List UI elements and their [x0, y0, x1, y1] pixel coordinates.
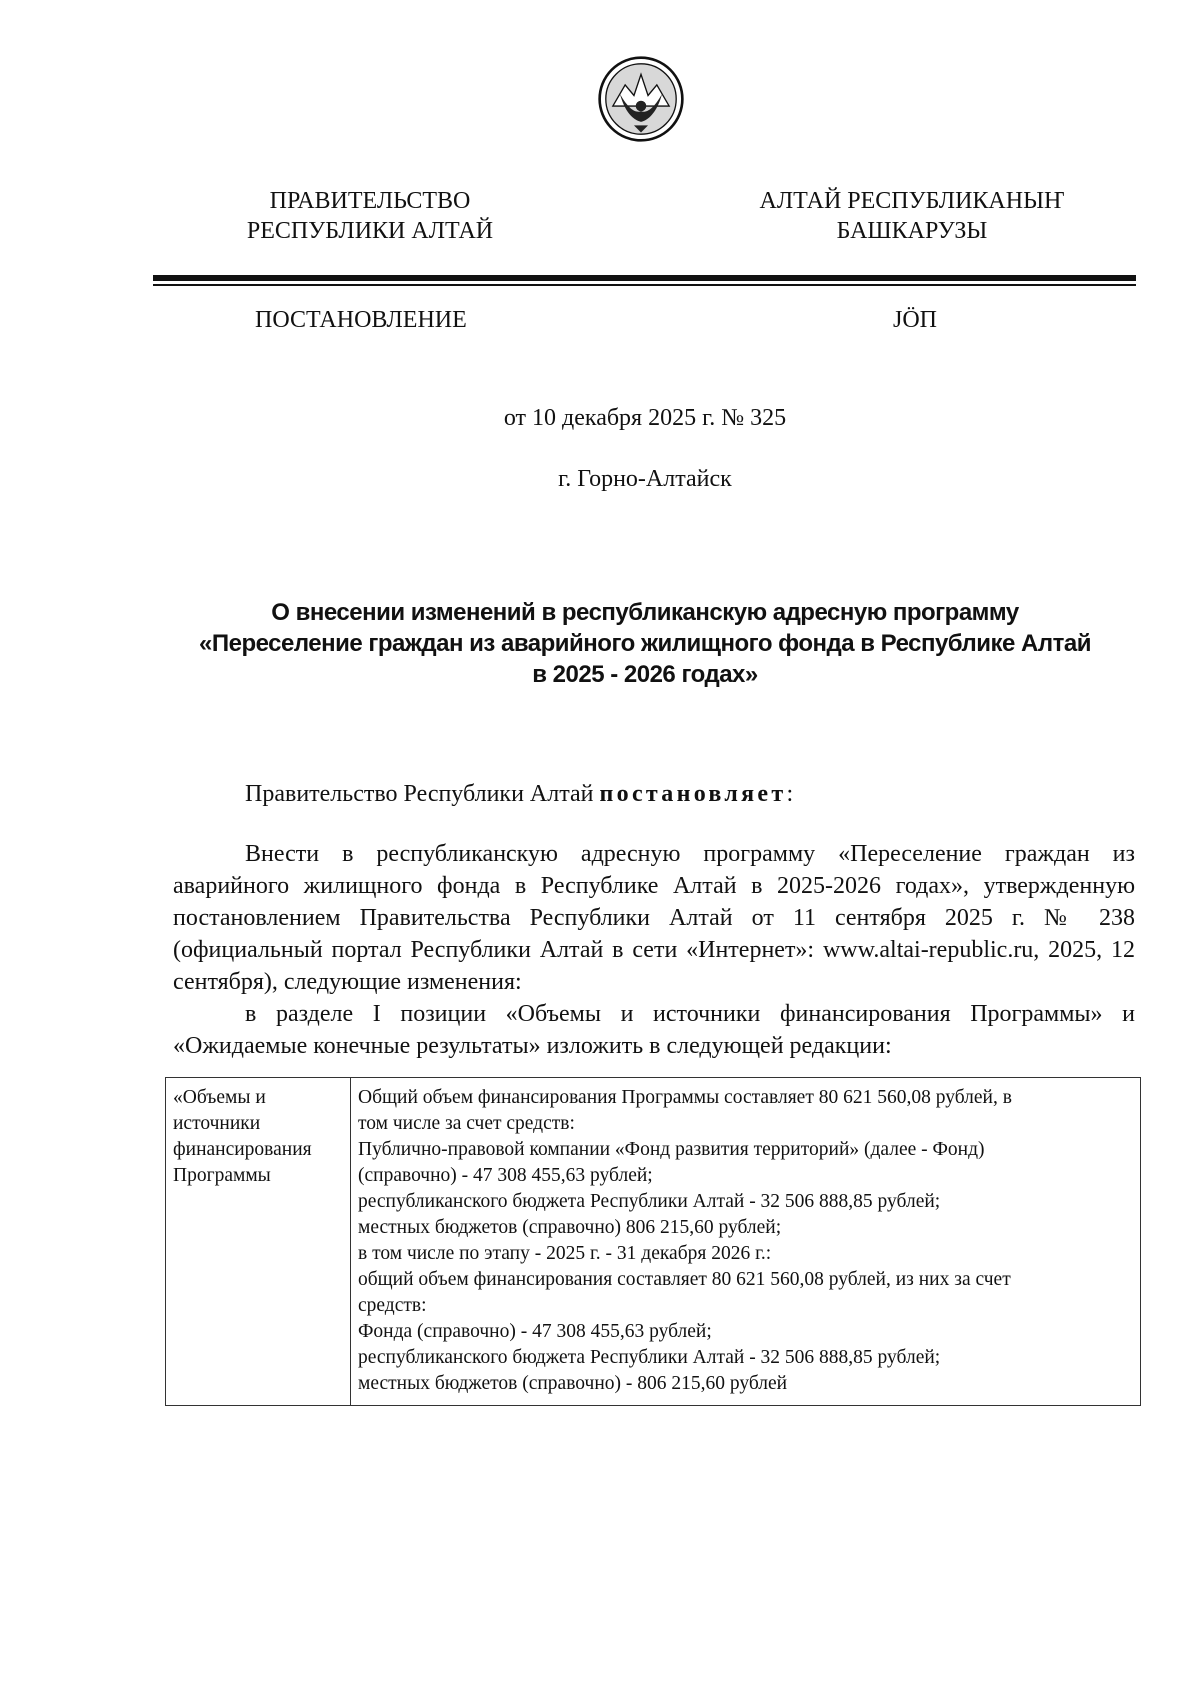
- content-line: Общий объем финансирования Программы составляет 80 621 560,08 рублей, в: [358, 1087, 1012, 1108]
- label-line: источники: [173, 1113, 261, 1134]
- label-line: финансирования: [173, 1139, 312, 1160]
- content-line: республиканского бюджета Республики Алтай - 32 506 888,85 рублей;: [358, 1347, 941, 1368]
- republic-emblem-icon: [597, 55, 685, 143]
- table-label-cell: [166, 1078, 351, 1406]
- org-line: РЕСПУБЛИКИ АЛТАЙ: [246, 218, 494, 244]
- label-line: «Объемы и: [173, 1087, 266, 1108]
- title-line: «Переселение граждан из аварийного жилищного фонда в Республике Алтай: [199, 630, 1091, 657]
- content-line: Фонда (справочно) - 47 308 455,63 рублей;: [358, 1321, 712, 1342]
- content-line: том числе за счет средств:: [358, 1113, 575, 1134]
- body-paragraph: Внести в республиканскую адресную программу «Переселение граждан из аварийного жилищного фонда в Республике Алтай в 2025-2026 годах», утвержденную постановлением Правительства Республики Алтай от 11 сентября 2025 г. № 238 (официальный портал Республики Алтай в сети «Интернет»: www.altai-republic.ru, 2025, 12 сентября), следующие изменения:: [173, 841, 1135, 995]
- header-divider-thin: [153, 284, 1136, 286]
- title-line: в 2025 - 2026 годах»: [532, 661, 758, 688]
- document-body: [173, 838, 1135, 1062]
- org-line: АЛТАЙ РЕСПУБЛИКАНЫҤ: [759, 188, 1065, 214]
- content-line: Публично-правовой компании «Фонд развития территорий» (далее - Фонд): [358, 1139, 985, 1160]
- document-date: от 10 декабря 2025 г. № 325: [503, 405, 787, 431]
- doc-type-ru: ПОСТАНОВЛЕНИЕ: [255, 307, 467, 333]
- org-line: ПРАВИТЕЛЬСТВО: [269, 188, 471, 214]
- table-content-cell: [351, 1078, 1141, 1406]
- decree-verb: постановляет: [599, 781, 787, 807]
- header-divider-thick: [153, 275, 1136, 281]
- decree-prefix: Правительство Республики Алтай: [245, 781, 600, 807]
- financing-table: [165, 1077, 1141, 1406]
- doc-type-alt: JÖП: [893, 307, 938, 333]
- content-line: в том числе по этапу - 2025 г. - 31 декабря 2026 г.:: [358, 1243, 772, 1264]
- content-line: средств:: [358, 1295, 427, 1316]
- org-line: БАШКАРУЗЫ: [836, 218, 988, 244]
- content-line: местных бюджетов (справочно) 806 215,60 рублей;: [358, 1217, 782, 1238]
- content-line: (справочно) - 47 308 455,63 рублей;: [358, 1165, 653, 1186]
- table-row: [166, 1078, 1141, 1406]
- content-line: общий объем финансирования составляет 80 621 560,08 рублей, из них за счет: [358, 1269, 1011, 1290]
- document-city: г. Горно-Алтайск: [558, 466, 732, 492]
- body-paragraph: в разделе I позиции «Объемы и источники финансирования Программы» и «Ожидаемые конечные результаты» изложить в следующей редакции:: [173, 1001, 1135, 1059]
- label-line: Программы: [173, 1165, 271, 1186]
- decree-statement: [245, 781, 793, 808]
- title-line: О внесении изменений в республиканскую адресную программу: [271, 599, 1019, 626]
- content-line: местных бюджетов (справочно) - 806 215,60 рублей: [358, 1373, 788, 1394]
- government-name-alt: [742, 186, 1082, 246]
- decree-suffix: :: [786, 781, 794, 807]
- government-name-ru: [200, 186, 540, 246]
- content-line: республиканского бюджета Республики Алтай - 32 506 888,85 рублей;: [358, 1191, 941, 1212]
- document-title: [150, 597, 1140, 690]
